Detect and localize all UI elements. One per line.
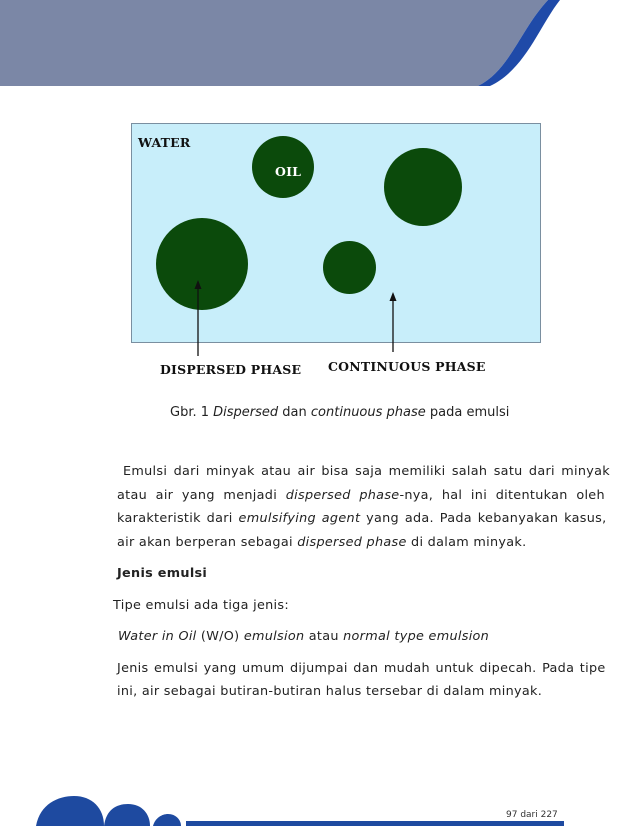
continuous-phase-label: CONTINUOUS PHASE [328,359,486,374]
paragraph1-line2: atau air yang menjadi dispersed phase-nya, hal ini ditentukan oleh [117,488,605,503]
dispersed-phase-label: DISPERSED PHASE [160,362,302,377]
page-number: 97 dari 227 [506,810,558,820]
caption-term-dispersed: Dispersed [213,405,279,420]
paragraph1-line3: karakteristik dari emulsifying agent yang ada. Pada kebanyakan kasus, [117,511,607,526]
paragraph2-line2: ini, air sebagai butiran-butiran halus tersebar di dalam minyak. [117,684,543,699]
paragraph1-line4: air akan berperan sebagai dispersed phase di dalam minyak. [117,535,527,550]
figure-caption [170,405,509,420]
header-band [0,0,638,86]
type-water-in-oil: Water in Oil (W/O) emulsion atau normal type emulsion [118,629,490,644]
section-heading: Jenis emulsi [117,566,208,581]
paragraph1-line1: Emulsi dari minyak atau air bisa saja memiliki salah satu dari minyak [123,464,611,479]
paragraph2-line1: Jenis emulsi yang umum dijumpai dan mudah untuk dipecah. Pada tipe [117,661,606,676]
oil-label: OIL [275,164,302,179]
water-label: WATER [138,135,191,150]
caption-suffix: pada emulsi [425,405,510,420]
oil-droplet [384,148,462,226]
oil-droplet [323,241,376,294]
types-intro: Tipe emulsi ada tiga jenis: [113,598,289,613]
oil-droplet [156,218,248,310]
caption-term-continuous: continuous phase [310,405,426,420]
caption-mid: dan [278,405,311,420]
caption-prefix: Gbr. 1 [170,405,214,420]
emulsion-diagram [131,123,541,343]
